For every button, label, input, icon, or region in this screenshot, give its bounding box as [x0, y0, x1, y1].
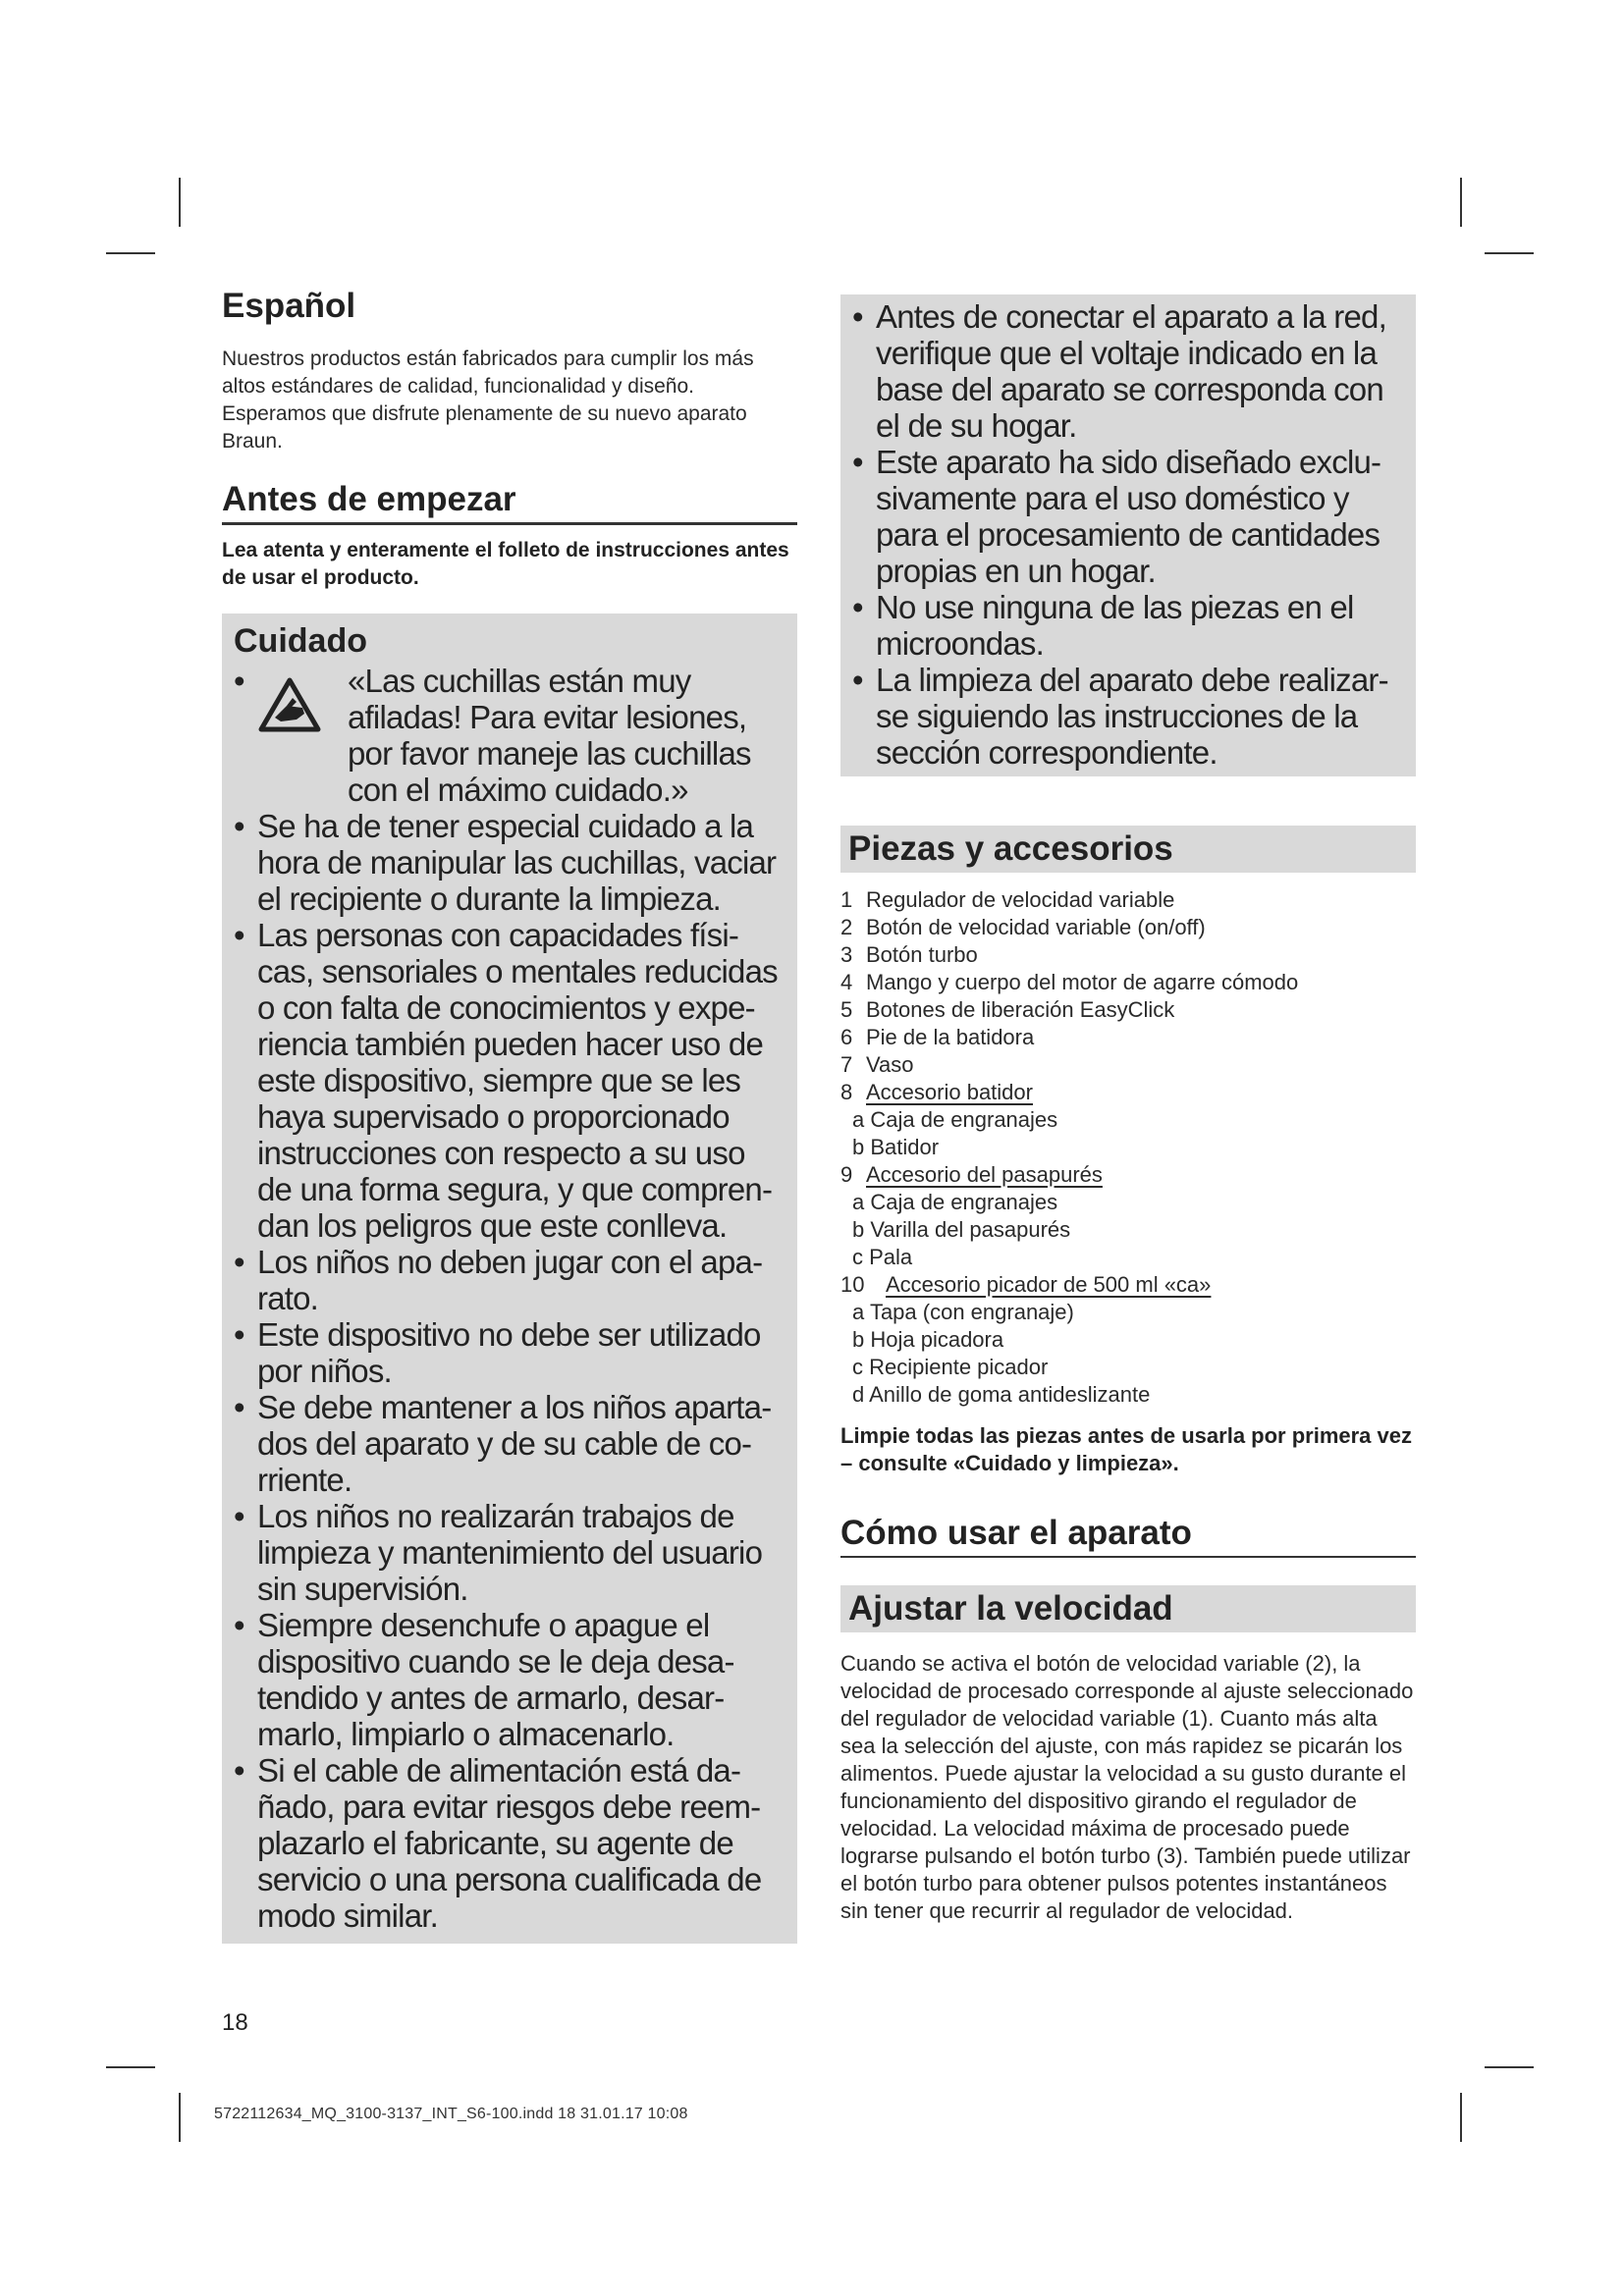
- list-item: a Caja de engranajes: [852, 1107, 1058, 1132]
- caution-item: • Los niños no deben jugar con el apa-rato.: [234, 1244, 787, 1316]
- crop-mark: [106, 252, 155, 254]
- list-item: c Recipiente picador: [852, 1355, 1049, 1379]
- read-instructions-note: Lea atenta y enteramente el folleto de instrucciones antes de usar el producto.: [222, 539, 789, 589]
- list-item: 4 Mango y cuerpo del motor de agarre cómodo: [840, 970, 1299, 994]
- caution-item: • Las personas con capacidades físi-cas, sensoriales o mentales reducidas o con falta de conocimientos y expe-riencia también pueden hacer uso de este dispositivo, siempre que se les haya supervisado o proporcionado instrucciones con respecto a su uso de una forma segura, y que compren-dan los peligros que este conlleva.: [234, 917, 787, 1244]
- list-item: 1 Regulador de velocidad variable: [840, 887, 1175, 912]
- caution-item: • Este dispositivo no debe ser utilizado por niños.: [234, 1316, 787, 1389]
- crop-mark: [1460, 2093, 1462, 2142]
- list-item: b Batidor: [852, 1135, 940, 1159]
- caution-item: • Antes de conectar el aparato a la red, verifique que el voltaje indicado en la base del aparato se corresponda con el de su hogar.: [852, 298, 1406, 444]
- caution-box-continued: [840, 294, 1416, 776]
- crop-mark: [179, 178, 181, 227]
- right-column: [840, 294, 1416, 1925]
- caution-item: • Si el cable de alimentación está da-ñado, para evitar riesgos debe reem-plazarlo el fabricante, su agente de servicio o una persona cualificada de modo similar.: [234, 1752, 787, 1934]
- list-item: 5 Botones de liberación EasyClick: [840, 997, 1175, 1022]
- caution-item: • Este aparato ha sido diseñado exclu-sivamente para el uso doméstico y para el procesamiento de cantidades propias en un hogar.: [852, 444, 1406, 589]
- list-item: d Anillo de goma antideslizante: [852, 1382, 1151, 1407]
- caution-item: • La limpieza del aparato debe realizar-se siguiendo las instrucciones de la sección correspondiente.: [852, 662, 1406, 771]
- list-item: b Varilla del pasapurés: [852, 1217, 1071, 1242]
- caution-item-text: «Las cuchillas están muy afiladas! Para evitar lesiones, por favor maneje las cuchillas con el máximo cuidado.»: [348, 663, 751, 808]
- list-item: a Tapa (con engranaje): [852, 1300, 1074, 1324]
- list-item: a Caja de engranajes: [852, 1190, 1058, 1214]
- caution-item: • No use ninguna de las piezas en el microondas.: [852, 589, 1406, 662]
- language-title: Español: [222, 287, 356, 325]
- list-item: c Pala: [852, 1245, 913, 1269]
- caution-title: Cuidado: [234, 622, 367, 660]
- crop-mark: [1460, 178, 1462, 227]
- section-title-parts: Piezas y accesorios: [840, 826, 1416, 873]
- crop-mark: [106, 2066, 155, 2068]
- left-column: [222, 287, 797, 1944]
- page-number: 18: [222, 2009, 248, 2036]
- blade-warning-icon: [257, 663, 348, 742]
- section-title-how-to-use: Cómo usar el aparato: [840, 1513, 1416, 1558]
- bullet: •: [234, 663, 244, 699]
- caution-box: [222, 614, 797, 1944]
- list-item: 3 Botón turbo: [840, 942, 978, 967]
- list-item: 6 Pie de la batidora: [840, 1025, 1035, 1049]
- crop-mark: [1485, 252, 1534, 254]
- parts-list: [840, 886, 1416, 1409]
- section-title-speed: Ajustar la velocidad: [840, 1585, 1416, 1632]
- list-item: b Hoja picadora: [852, 1327, 1004, 1352]
- caution-item: • Siempre desenchufe o apague el dispositivo cuando se le deja desa-tendido y antes de armarlo, desar-marlo, limpiarlo o almacenarlo.: [234, 1607, 787, 1752]
- crop-mark: [1485, 2066, 1534, 2068]
- intro-text: Nuestros productos están fabricados para cumplir los más altos estándares de calidad, funcionalidad y diseño. Esperamos que disfrute plenamente de su nuevo aparato Braun.: [222, 347, 754, 453]
- caution-item: • Los niños no realizarán trabajos de limpieza y mantenimiento del usuario sin supervisión.: [234, 1498, 787, 1607]
- list-item: 8 Accesorio batidor: [840, 1080, 1033, 1104]
- caution-item: [234, 663, 787, 808]
- caution-item: • Se debe mantener a los niños aparta-dos del aparato y de su cable de co-rriente.: [234, 1389, 787, 1498]
- speed-description: Cuando se activa el botón de velocidad variable (2), la velocidad de procesado corresponde al ajuste seleccionado del regulador de velocidad variable (1). Cuanto más alta sea la selección del ajuste, con más rapidez se picarán los alimentos. Puede ajustar la velocidad a su gusto durante el funcionamiento del dispositivo girando el regulador de velocidad. La velocidad máxima de procesado puede lograrse pulsando el botón turbo (3). También puede utilizar el botón turbo para obtener pulsos potentes instantáneos sin tener que recurrir al regulador de velocidad.: [840, 1651, 1414, 1923]
- list-item: 10 Accesorio picador de 500 ml «ca»: [840, 1272, 1212, 1297]
- crop-mark: [179, 2093, 181, 2142]
- print-footer: 5722112634_MQ_3100-3137_INT_S6-100.indd 18 31.01.17 10:08: [214, 2106, 688, 2122]
- clean-before-use-note: Limpie todas las piezas antes de usarla por primera vez – consulte «Cuidado y limpieza».: [840, 1423, 1413, 1475]
- list-item: 7 Vaso: [840, 1052, 914, 1077]
- section-title-before-start: Antes de empezar: [222, 479, 797, 525]
- list-item: 2 Botón de velocidad variable (on/off): [840, 915, 1206, 939]
- list-item: 9 Accesorio del pasapurés: [840, 1162, 1103, 1187]
- caution-item: • Se ha de tener especial cuidado a la hora de manipular las cuchillas, vaciar el recipiente o durante la limpieza.: [234, 808, 787, 917]
